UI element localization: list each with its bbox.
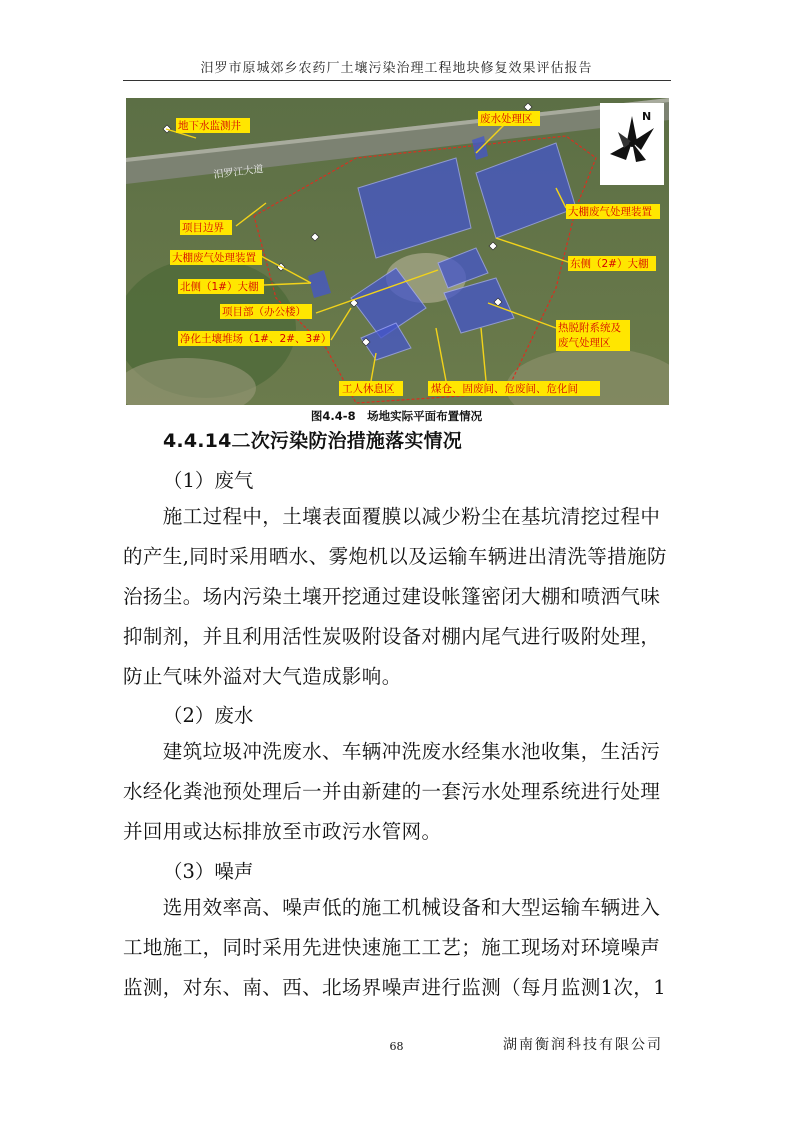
text-line: 防止气味外溢对大气造成影响。: [123, 665, 402, 688]
label-project-boundary: 项目边界: [182, 222, 224, 234]
label-tent-exhaust-right: 大棚废气处理装置: [568, 206, 652, 218]
text-line: 的产生,同时采用晒水、雾炮机以及运输车辆进出清洗等措施防: [123, 545, 667, 568]
text-line: 治扬尘。场内污染土壤开挖通过建设帐篷密闭大棚和喷洒气味: [123, 585, 661, 608]
section-heading: 4.4.14二次污染防治措施落实情况: [163, 430, 462, 452]
compass-letter: N: [642, 110, 652, 123]
text-line: 抑制剂，并且利用活性炭吸附设备对棚内尾气进行吸附处理，: [123, 625, 661, 648]
road-label: 汨罗江大道: [213, 163, 264, 181]
text-line: 选用效率高、噪声低的施工机械设备和大型运输车辆进入: [123, 896, 661, 919]
label-east-tent: 东侧（2#）大棚: [570, 258, 649, 270]
label-project-office: 项目部（办公楼）: [222, 306, 306, 318]
paragraph-noise: [123, 888, 671, 1008]
text-line: 水经化粪池预处理后一并由新建的一套污水处理系统进行处理: [123, 780, 661, 803]
label-groundwater-well: 地下水监测井: [178, 120, 241, 132]
subheading-noise: （3）噪声: [163, 860, 254, 883]
text-line: 建筑垃圾冲洗废水、车辆冲洗废水经集水池收集，生活污: [123, 740, 661, 763]
paragraph-wastewater: [123, 732, 671, 852]
site-layout-map: [126, 98, 669, 405]
page-number: 68: [389, 1040, 404, 1053]
label-soil-piles: 净化土壤堆场（1#、2#、3#）: [180, 333, 332, 345]
page-header: 汨罗市原城郊乡农药厂土壤污染治理工程地块修复效果评估报告: [200, 61, 593, 76]
company-name: 湖南衡润科技有限公司: [503, 1037, 663, 1053]
label-worker-rest: 工人休息区: [342, 383, 395, 395]
label-north-tent: 北侧（1#）大棚: [180, 281, 259, 293]
label-thermal-desorption-2: 废气处理区: [558, 337, 611, 349]
label-thermal-desorption-1: 热脱附系统及: [558, 322, 621, 334]
label-tent-exhaust-left: 大棚废气处理装置: [172, 252, 256, 264]
label-wastewater: 废水处理区: [480, 113, 533, 125]
subheading-exhaust: （1）废气: [163, 469, 254, 492]
text-line: 监测，对东、南、西、北场界噪声进行监测（每月监测1次，1: [123, 976, 667, 999]
text-line: 并回用或达标排放至市政污水管网。: [123, 820, 442, 843]
header-rule: [123, 80, 671, 81]
subheading-wastewater: （2）废水: [163, 704, 254, 727]
figure-caption: 图4.4-8 场地实际平面布置情况: [310, 409, 483, 423]
paragraph-exhaust: [123, 497, 671, 697]
text-line: 施工过程中，土壤表面覆膜以减少粉尘在基坑清挖过程中: [123, 505, 661, 528]
text-line: 工地施工，同时采用先进快速施工工艺；施工现场对环境噪声: [123, 936, 661, 959]
label-storage: 煤仓、固废间、危废间、危化间: [431, 383, 578, 395]
